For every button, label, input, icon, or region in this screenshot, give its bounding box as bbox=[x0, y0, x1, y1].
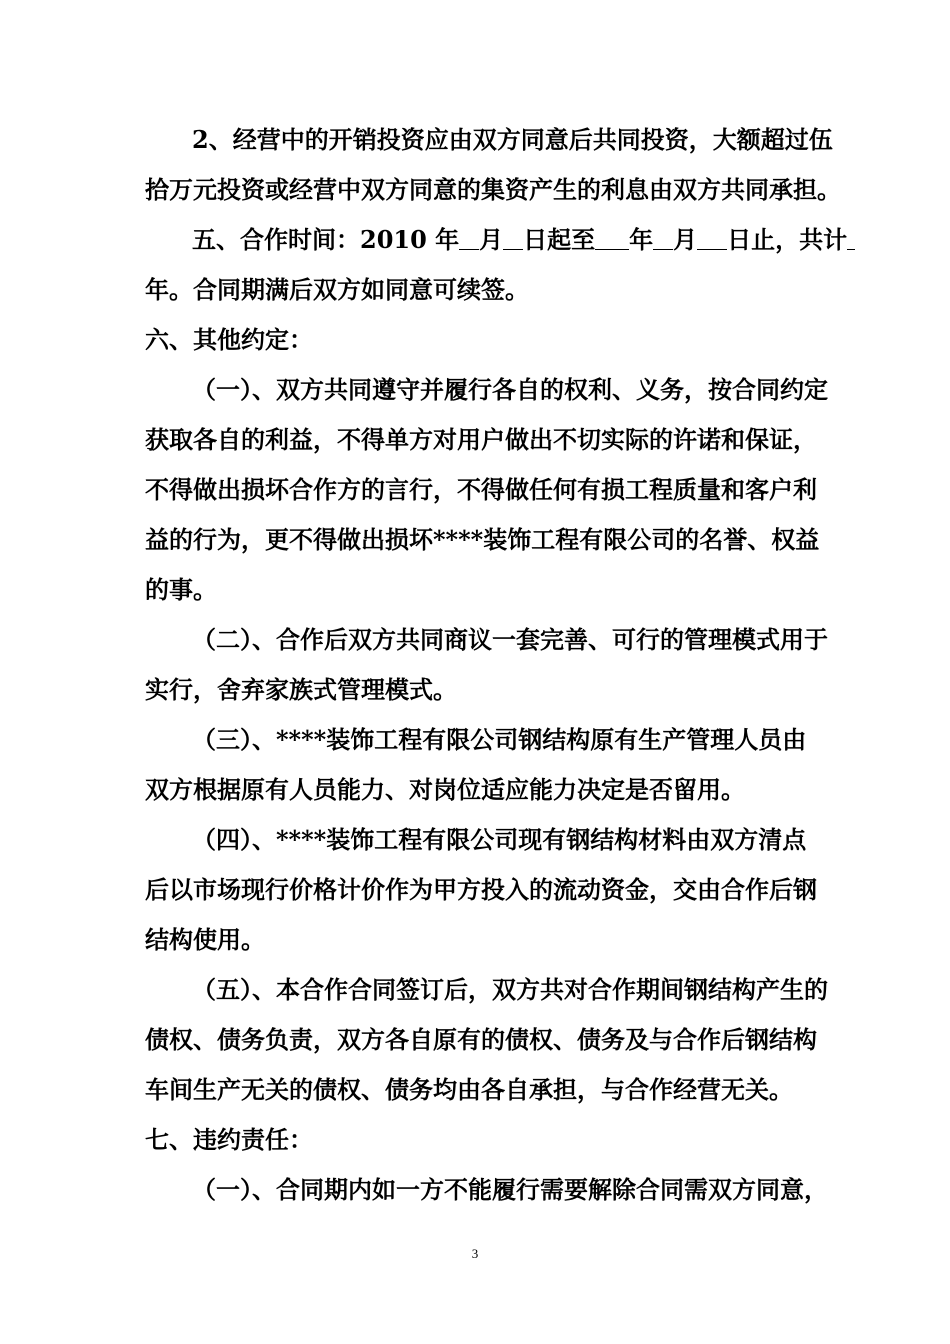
section-heading: 六、其他约定： bbox=[145, 325, 313, 354]
paragraph-line: （五）、本合作合同签订后，双方共对合作期间钢结构产生的 bbox=[192, 975, 828, 1004]
blank-field bbox=[847, 215, 855, 250]
paragraph-line: 债权、债务负责，双方各自原有的债权、债务及与合作后钢结构 bbox=[145, 1025, 817, 1054]
page-number: 3 bbox=[471, 1246, 479, 1261]
blank-field bbox=[595, 215, 629, 250]
section-heading: 七、违约责任： bbox=[145, 1125, 313, 1154]
cooperation-term-line: 五、合作时间：2010 年 月 日起至 年 月 日止，共计 bbox=[192, 215, 815, 265]
paragraph-line: 车间生产无关的债权、债务均由各自承担，与合作经营无关。 bbox=[145, 1075, 793, 1104]
blank-field bbox=[503, 215, 523, 250]
paragraph-line: （三）、****装饰工程有限公司钢结构原有生产管理人员由 bbox=[192, 725, 807, 754]
paragraph-line: 获取各自的利益，不得单方对用户做出不切实际的许诺和保证， bbox=[145, 425, 817, 454]
paragraph-line: （二）、合作后双方共同商议一套完善、可行的管理模式用于 bbox=[192, 625, 828, 654]
paragraph-line: 年。合同期满后双方如同意可续签。 bbox=[145, 275, 529, 304]
paragraph-line: 后以市场现行价格计价作为甲方投入的流动资金，交由合作后钢 bbox=[145, 875, 817, 904]
paragraph-line: 的事。 bbox=[145, 575, 217, 604]
paragraph-line: （一）、双方共同遵守并履行各自的权利、义务，按合同约定 bbox=[192, 375, 828, 404]
paragraph-line: 结构使用。 bbox=[145, 925, 265, 954]
paragraph-line: 2、经营中的开销投资应由双方同意后共同投资，大额超过伍 bbox=[192, 125, 833, 154]
paragraph-line: 双方根据原有人员能力、对岗位适应能力决定是否留用。 bbox=[145, 775, 745, 804]
blank-field bbox=[459, 215, 479, 250]
paragraph-line: （一）、合同期内如一方不能履行需要解除合同需双方同意， bbox=[192, 1175, 828, 1204]
paragraph-line: 益的行为，更不得做出损坏****装饰工程有限公司的名誉、权益 bbox=[145, 525, 820, 554]
paragraph-line: 不得做出损坏合作方的言行，不得做任何有损工程质量和客户利 bbox=[145, 475, 817, 504]
paragraph-line: （四）、****装饰工程有限公司现有钢结构材料由双方清点 bbox=[192, 825, 807, 854]
blank-field bbox=[653, 215, 673, 250]
paragraph-line: 拾万元投资或经营中双方同意的集资产生的利息由双方共同承担。 bbox=[145, 175, 841, 204]
paragraph-line: 实行，舍弃家族式管理模式。 bbox=[145, 675, 457, 704]
blank-field bbox=[697, 215, 727, 250]
